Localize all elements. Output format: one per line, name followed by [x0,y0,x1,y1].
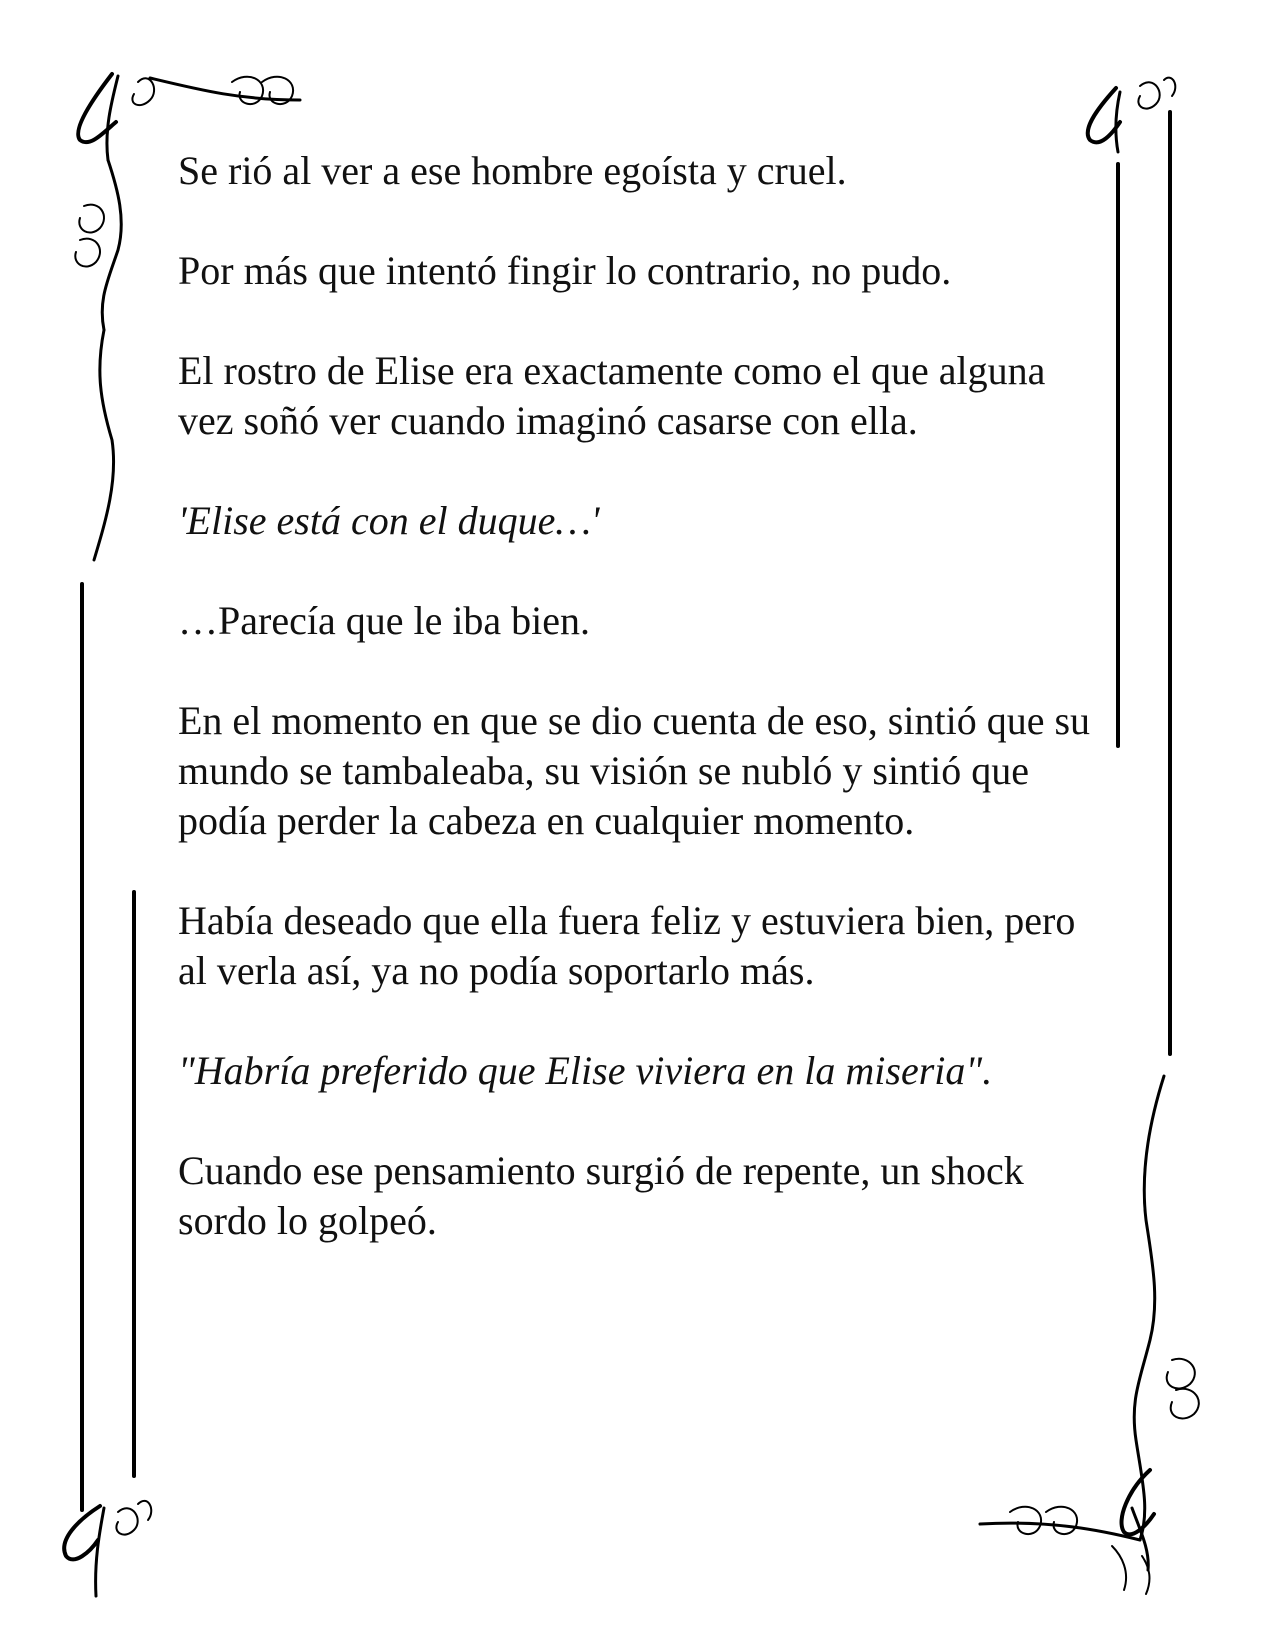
paragraph-8-thought: "Habría preferido que Elise viviera en la miseria". [178,1048,993,1093]
paragraph-7: Había deseado que ella fuera feliz y estuviera bien, pero al verla así, ya no podía soportarlo más. [178,898,1076,993]
paragraph-4-thought: 'Elise está con el duque…' [178,498,600,543]
bottom-left-flourish [64,1501,151,1596]
paragraph-2: Por más que intentó fingir lo contrario, no pudo. [178,248,952,293]
paragraph-1: Se rió al ver a ese hombre egoísta y cruel. [178,148,847,193]
top-right-flourish [1088,78,1176,152]
text-block [178,146,1108,1246]
paragraph-3: El rostro de Elise era exactamente como el que alguna vez soñó ver cuando imaginó casarse con ella. [178,348,1046,443]
paragraph-5: …Parecía que le iba bien. [178,598,591,643]
paragraph-9: Cuando ese pensamiento surgió de repente, un shock sordo lo golpeó. [178,1148,1024,1243]
paragraph-6: En el momento en que se dio cuenta de eso, sintió que su mundo se tambaleaba, su visión se nubló y sintió que podía perder la cabeza en cualquier momento. [178,698,1091,843]
